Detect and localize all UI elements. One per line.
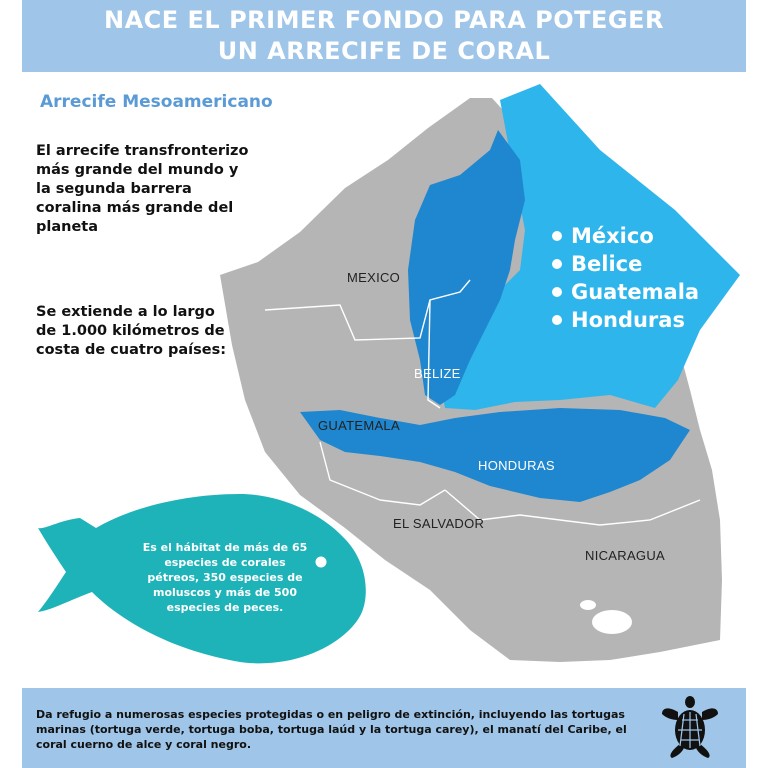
map-subtitle: Arrecife Mesoamericano <box>40 92 273 112</box>
lake-managua <box>580 600 596 610</box>
map-label-guatemala: GUATEMALA <box>318 418 400 433</box>
map-label-nicaragua: NICARAGUA <box>585 548 665 563</box>
country-item <box>552 278 699 306</box>
country-name: México <box>571 224 654 248</box>
country-item <box>552 250 699 278</box>
country-name: Belice <box>571 252 643 276</box>
bullet-icon <box>552 231 562 241</box>
fish-habitat-text: Es el hábitat de más de 65 especies de corales pétreos, 350 especies de moluscos y más de 500 especies de peces. <box>142 541 308 614</box>
country-name: Honduras <box>571 308 685 332</box>
country-list <box>552 222 699 334</box>
country-item <box>552 306 699 334</box>
fish-eye <box>316 557 327 568</box>
map-label-el-salvador: EL SALVADOR <box>393 516 485 531</box>
footer-banner <box>22 688 746 768</box>
description-reef: El arrecife transfronterizo más grande del mundo y la segunda barrera coralina más grande del planeta <box>36 143 249 235</box>
map-label-belize: BELIZE <box>414 366 461 381</box>
bullet-icon <box>552 259 562 269</box>
map-label-honduras: HONDURAS <box>478 458 555 473</box>
map-label-mexico: MEXICO <box>347 270 401 285</box>
footer-text: Da refugio a numerosas especies protegidas o en peligro de extinción, incluyendo las tortugas marinas (tortuga verde, tortuga boba, tortuga laúd y la tortuga carey), el manatí del Caribe, el coral cuerno de alce y coral negro. <box>36 708 627 751</box>
bullet-icon <box>552 315 562 325</box>
description-extent: Se extiende a lo largo de 1.000 kilómetros de costa de cuatro países: <box>36 304 227 358</box>
page-title: NACE EL PRIMER FONDO PARA POTEGER UN ARRECIFE DE CORAL <box>104 6 664 65</box>
turtle-icon <box>660 696 720 760</box>
country-item <box>552 222 699 250</box>
country-name: Guatemala <box>571 280 700 304</box>
lake-nicaragua <box>592 610 632 634</box>
bullet-icon <box>552 287 562 297</box>
